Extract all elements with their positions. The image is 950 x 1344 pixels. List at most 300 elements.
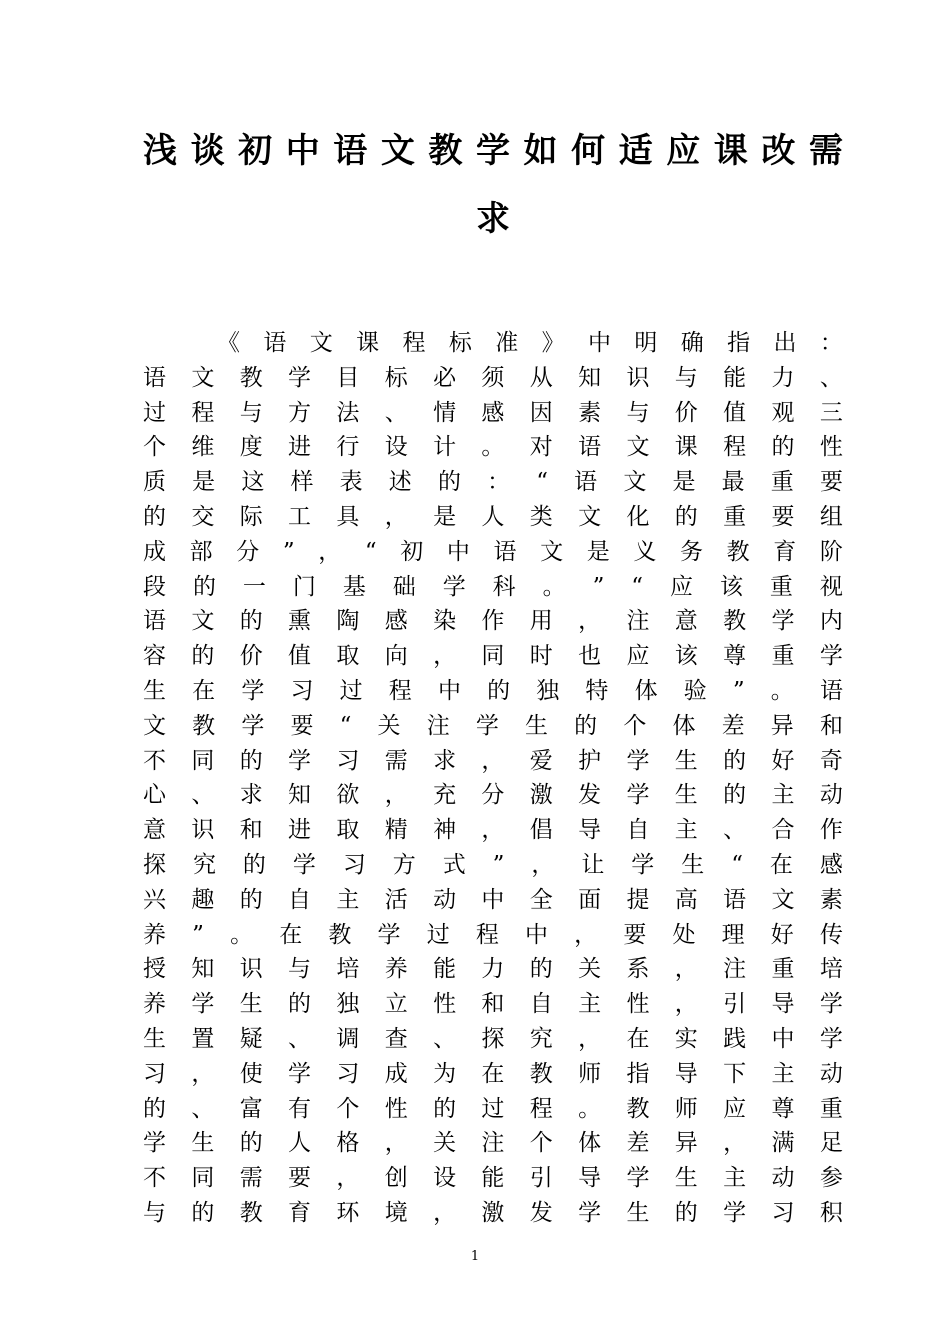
body-char: 个: [623, 712, 647, 739]
body-char: 教: [626, 1095, 650, 1122]
body-char: 趣: [191, 886, 215, 913]
body-char: 学: [819, 1025, 843, 1052]
title-char: 语: [333, 131, 368, 171]
body-char: 的: [242, 851, 266, 878]
body-char: 疑: [239, 1025, 263, 1052]
body-char: 足: [819, 1130, 843, 1157]
body-char: 交: [191, 503, 215, 530]
body-char: 异: [674, 1130, 698, 1157]
body-char: 有: [288, 1095, 312, 1122]
body-char: 学: [819, 991, 843, 1018]
body-char: 的: [239, 886, 263, 913]
body-char: 不: [143, 747, 166, 774]
body-char: 阶: [819, 538, 843, 565]
body-char: ，: [384, 503, 408, 530]
body-char: 语: [143, 608, 166, 635]
body-char: 知: [191, 956, 215, 983]
body-char: 文: [623, 469, 647, 496]
body-char: 值: [723, 399, 747, 426]
body-char: 程: [723, 434, 747, 461]
body-char: ，: [481, 817, 505, 844]
body-char: 、: [819, 364, 843, 391]
body-char: 心: [143, 782, 166, 809]
body-char: 师: [674, 1095, 698, 1122]
body-char: ，: [433, 643, 457, 670]
body-char: 在: [769, 851, 793, 878]
body-char: 化: [626, 503, 650, 530]
body-char: 培: [819, 956, 843, 983]
body-char: 精: [384, 817, 408, 844]
body-char: 培: [336, 956, 360, 983]
body-char: 识: [191, 817, 215, 844]
body-char: 、: [288, 1025, 312, 1052]
body-char: 能: [723, 364, 747, 391]
body-char: 在: [481, 1060, 505, 1087]
body-char: 。: [578, 1095, 602, 1122]
body-char: 容: [143, 643, 166, 670]
body-char: ，: [318, 538, 342, 565]
body-line: [143, 535, 843, 570]
body-line: [143, 465, 843, 500]
body-char: 用: [529, 608, 553, 635]
body-char: 语: [493, 538, 517, 565]
body-char: 注: [481, 1130, 505, 1157]
body-char: 学: [578, 1199, 602, 1226]
body-char: 义: [633, 538, 657, 565]
body-char: 进: [288, 817, 312, 844]
body-char: 分: [236, 538, 260, 565]
body-char: 务: [680, 538, 704, 565]
body-char: 教: [726, 538, 750, 565]
body-char: 素: [819, 886, 843, 913]
body-line: [143, 1022, 843, 1057]
body-char: 爱: [529, 747, 553, 774]
body-char: 确: [680, 330, 704, 356]
body-char: 理: [721, 921, 745, 948]
body-char: 处: [672, 921, 696, 948]
body-char: 师: [578, 1060, 602, 1087]
body-char: 学: [723, 1199, 747, 1226]
body-char: ”: [592, 573, 605, 600]
body-char: 的: [674, 1199, 698, 1226]
body-char: 的: [192, 573, 216, 600]
body-char: 知: [288, 782, 312, 809]
body-char: 动: [771, 1165, 795, 1192]
body-char: 参: [819, 1165, 843, 1192]
body-char: 中: [525, 921, 549, 948]
body-char: 的: [239, 1130, 263, 1157]
body-char: 重: [771, 956, 795, 983]
body-char: 《: [217, 330, 240, 356]
body-char: 特: [585, 677, 609, 704]
body-char: 法: [336, 399, 360, 426]
body-char: 文: [191, 364, 215, 391]
body-char: 具: [336, 503, 360, 530]
body-char: 性: [384, 1095, 408, 1122]
body-line: [143, 952, 843, 987]
body-line: [143, 396, 843, 431]
body-char: 尊: [723, 643, 747, 670]
body-char: 一: [242, 573, 266, 600]
body-char: 导: [578, 817, 602, 844]
body-char: 作: [481, 608, 505, 635]
body-char: 文: [578, 503, 602, 530]
body-char: 也: [578, 643, 602, 670]
body-char: 注: [626, 608, 650, 635]
body-char: 重: [770, 469, 794, 496]
body-char: 价: [674, 399, 698, 426]
body-char: 计: [433, 434, 457, 461]
body-char: 文: [540, 538, 564, 565]
body-char: 学: [292, 851, 316, 878]
body-char: 学: [819, 643, 843, 670]
body-char: 活: [384, 886, 408, 913]
body-char: 重: [769, 573, 793, 600]
body-char: ，: [433, 1199, 457, 1226]
body-char: 引: [723, 991, 747, 1018]
body-char: 应: [723, 1095, 747, 1122]
body-char: 程: [475, 921, 499, 948]
body-char: 主: [674, 817, 698, 844]
body-char: 导: [578, 1165, 602, 1192]
body-char: 中: [771, 1025, 795, 1052]
body-char: 生: [626, 1199, 650, 1226]
body-char: 须: [481, 364, 505, 391]
body-char: 语: [578, 434, 602, 461]
body-char: 满: [771, 1130, 795, 1157]
body-char: 主: [336, 886, 360, 913]
body-char: 。: [481, 434, 505, 461]
body-char: 中: [588, 330, 611, 356]
body-char: 与: [143, 1199, 166, 1226]
body-char: 组: [819, 503, 843, 530]
body-char: 素: [578, 399, 602, 426]
body-char: 出: [773, 330, 797, 356]
body-char: 准: [495, 330, 519, 356]
body-char: 学: [191, 991, 215, 1018]
body-char: 欲: [336, 782, 360, 809]
body-char: 情: [433, 399, 457, 426]
body-char: 习: [143, 1060, 166, 1087]
body-char: 工: [288, 503, 312, 530]
body-char: 、: [433, 1025, 457, 1052]
body-char: 生: [525, 712, 549, 739]
body-char: 实: [674, 1025, 698, 1052]
body-char: 成: [143, 538, 166, 565]
body-char: 能: [481, 1165, 505, 1192]
body-char: 生: [674, 747, 698, 774]
body-char: 奇: [819, 747, 843, 774]
body-char: 述: [388, 469, 412, 496]
body-char: 类: [529, 503, 553, 530]
body-char: 感: [481, 399, 505, 426]
body-char: 倡: [529, 817, 553, 844]
body-char: 语: [574, 469, 598, 496]
body-char: 性: [626, 991, 650, 1018]
body-char: 学: [143, 1130, 166, 1157]
body-char: 三: [819, 399, 843, 426]
body-line: [143, 1161, 843, 1196]
body-char: 、: [723, 817, 747, 844]
body-char: ，: [191, 1060, 215, 1087]
body-char: 人: [288, 1130, 312, 1157]
body-char: 感: [384, 608, 408, 635]
body-char: 视: [819, 573, 843, 600]
body-char: 的: [239, 747, 263, 774]
body-char: 力: [771, 364, 795, 391]
body-char: 求: [433, 747, 457, 774]
body-char: 与: [288, 956, 312, 983]
body-char: 系: [626, 956, 650, 983]
title-char: 中: [285, 131, 320, 171]
body-char: 置: [191, 1025, 215, 1052]
body-char: 的: [433, 1095, 457, 1122]
body-char: 的: [143, 1095, 166, 1122]
title-char: 教: [428, 131, 463, 171]
body-char: ，: [674, 956, 698, 983]
body-char: 究: [529, 1025, 553, 1052]
body-char: 识: [626, 364, 650, 391]
body-char: 的: [771, 434, 795, 461]
body-char: 标: [384, 364, 408, 391]
body-char: 同: [191, 747, 215, 774]
body-char: 激: [481, 1199, 505, 1226]
body-char: ”: [492, 851, 505, 878]
body-char: 育: [288, 1199, 312, 1226]
document-title-line-1: [143, 131, 843, 171]
body-char: 的: [487, 677, 511, 704]
body-char: 进: [288, 434, 312, 461]
body-char: 的: [288, 991, 312, 1018]
body-char: 对: [529, 434, 553, 461]
body-char: 。: [542, 573, 566, 600]
body-char: 取: [336, 817, 360, 844]
body-char: 好: [771, 747, 795, 774]
body-char: 语: [263, 330, 287, 356]
body-char: 的: [191, 1199, 215, 1226]
body-char: 立: [384, 991, 408, 1018]
body-char: 、: [384, 399, 408, 426]
body-char: 养: [384, 956, 408, 983]
body-char: 充: [433, 782, 457, 809]
body-char: 教: [529, 1060, 553, 1087]
body-char: 高: [674, 886, 698, 913]
body-char: “: [339, 712, 352, 739]
body-char: 生: [143, 677, 166, 704]
body-line: [143, 326, 843, 361]
body-char: “: [731, 851, 743, 878]
body-char: 过: [143, 399, 166, 426]
body-char: 的: [674, 503, 698, 530]
body-char: 要: [623, 921, 647, 948]
title-char: 浅: [143, 131, 177, 171]
body-char: 探: [481, 1025, 505, 1052]
body-char: 基: [342, 573, 366, 600]
body-char: 性: [433, 991, 457, 1018]
body-char: 激: [529, 782, 553, 809]
body-char: 是: [672, 469, 696, 496]
body-line: [143, 361, 843, 396]
body-char: 最: [721, 469, 745, 496]
body-char: 样: [290, 469, 314, 496]
title-char: 初: [238, 131, 273, 171]
body-char: 与: [626, 399, 650, 426]
body-char: 学: [442, 573, 466, 600]
body-char: 教: [239, 364, 263, 391]
body-char: 学: [241, 712, 265, 739]
body-line: [143, 1196, 843, 1231]
body-char: 习: [336, 1060, 360, 1087]
body-char: 求: [239, 782, 263, 809]
body-char: 学: [241, 677, 265, 704]
body-char: 为: [433, 1060, 457, 1087]
title-char: 文: [380, 131, 415, 171]
body-char: 生: [674, 782, 698, 809]
title-char: 应: [666, 131, 701, 171]
body-line: [143, 1057, 843, 1092]
body-char: 下: [723, 1060, 747, 1087]
body-char: 调: [336, 1025, 360, 1052]
body-char: 价: [239, 643, 263, 670]
body-char: 个: [143, 434, 166, 461]
title-char: 课: [713, 131, 748, 171]
body-char: 关: [377, 712, 401, 739]
body-char: 学: [288, 747, 312, 774]
body-line: [143, 604, 843, 639]
body-line: [143, 987, 843, 1022]
body-char: 创: [384, 1165, 408, 1192]
body-char: 究: [192, 851, 216, 878]
body-char: 养: [143, 991, 166, 1018]
body-char: 语: [819, 677, 843, 704]
title-char: 需: [808, 131, 843, 171]
body-char: 课: [674, 434, 698, 461]
body-char: 部: [189, 538, 213, 565]
body-char: 是: [192, 469, 216, 496]
body-char: 发: [529, 1199, 553, 1226]
body-char: 差: [721, 712, 745, 739]
body-char: 探: [143, 851, 166, 878]
body-char: 生: [143, 1025, 166, 1052]
body-line: [143, 639, 843, 674]
body-char: 从: [529, 364, 553, 391]
body-char: 使: [239, 1060, 263, 1087]
body-text: [143, 326, 843, 1231]
body-char: 自: [626, 817, 650, 844]
body-char: 。: [230, 921, 254, 948]
body-char: 境: [384, 1199, 408, 1226]
body-char: 能: [433, 956, 457, 983]
body-char: 行: [336, 434, 360, 461]
page-number: 1: [470, 1249, 480, 1264]
body-char: 学: [771, 608, 795, 635]
title-char: 改: [761, 131, 796, 171]
body-char: 语: [143, 364, 166, 391]
body-char: 应: [626, 643, 650, 670]
body-char: 动: [819, 1060, 843, 1087]
body-char: 过: [481, 1095, 505, 1122]
body-char: 习: [771, 1199, 795, 1226]
body-line: [143, 430, 843, 465]
body-char: 注: [426, 712, 450, 739]
title-char: 如: [523, 131, 558, 171]
title-char: 谈: [190, 131, 225, 171]
body-char: 育: [773, 538, 797, 565]
body-char: 同: [481, 643, 505, 670]
body-char: 尊: [771, 1095, 795, 1122]
body-char: 要: [819, 469, 843, 496]
body-char: ”: [192, 921, 204, 948]
body-char: 作: [819, 817, 843, 844]
body-char: 动: [819, 782, 843, 809]
body-line: [143, 883, 843, 918]
body-char: 兴: [143, 886, 166, 913]
body-char: 习: [336, 747, 360, 774]
body-char: 文: [191, 608, 215, 635]
body-char: ”: [282, 538, 295, 565]
body-char: 养: [143, 921, 166, 948]
body-char: ，: [531, 851, 555, 878]
body-char: 富: [239, 1095, 263, 1122]
body-char: 导: [674, 1060, 698, 1087]
body-char: ，: [574, 921, 598, 948]
body-char: 文: [626, 434, 650, 461]
body-char: ，: [481, 747, 505, 774]
body-char: 过: [426, 921, 450, 948]
body-char: ，: [723, 1130, 747, 1157]
body-char: 提: [626, 886, 650, 913]
body-char: 质: [143, 469, 166, 496]
body-char: 学: [288, 364, 312, 391]
body-char: ，: [336, 1165, 360, 1192]
body-line: [143, 848, 843, 883]
body-char: 际: [239, 503, 263, 530]
body-char: 陶: [336, 608, 360, 635]
body-line: [143, 674, 843, 709]
body-char: 学: [377, 921, 401, 948]
body-line: [143, 1126, 843, 1161]
body-char: 体: [634, 677, 658, 704]
body-char: 践: [723, 1025, 747, 1052]
body-char: 中: [446, 538, 470, 565]
body-char: 内: [819, 608, 843, 635]
body-char: 程: [529, 1095, 553, 1122]
body-char: 重: [771, 643, 795, 670]
body-char: 段: [143, 573, 166, 600]
body-char: 动: [433, 886, 457, 913]
body-char: 表: [339, 469, 363, 496]
body-char: 成: [384, 1060, 408, 1087]
body-char: 文: [771, 886, 795, 913]
body-line: [143, 813, 843, 848]
body-char: 关: [433, 1130, 457, 1157]
body-char: 这: [241, 469, 265, 496]
body-char: 文: [143, 712, 166, 739]
body-char: 意: [674, 608, 698, 635]
body-char: 的: [529, 956, 553, 983]
body-char: 意: [143, 817, 166, 844]
body-char: 的: [574, 712, 598, 739]
body-char: 教: [239, 1199, 263, 1226]
body-char: 生: [681, 851, 705, 878]
body-char: 方: [288, 399, 312, 426]
body-char: 程: [191, 399, 215, 426]
body-char: 过: [339, 677, 363, 704]
body-char: 生: [239, 991, 263, 1018]
body-char: 观: [771, 399, 795, 426]
body-char: 个: [336, 1095, 360, 1122]
body-char: 目: [336, 364, 360, 391]
